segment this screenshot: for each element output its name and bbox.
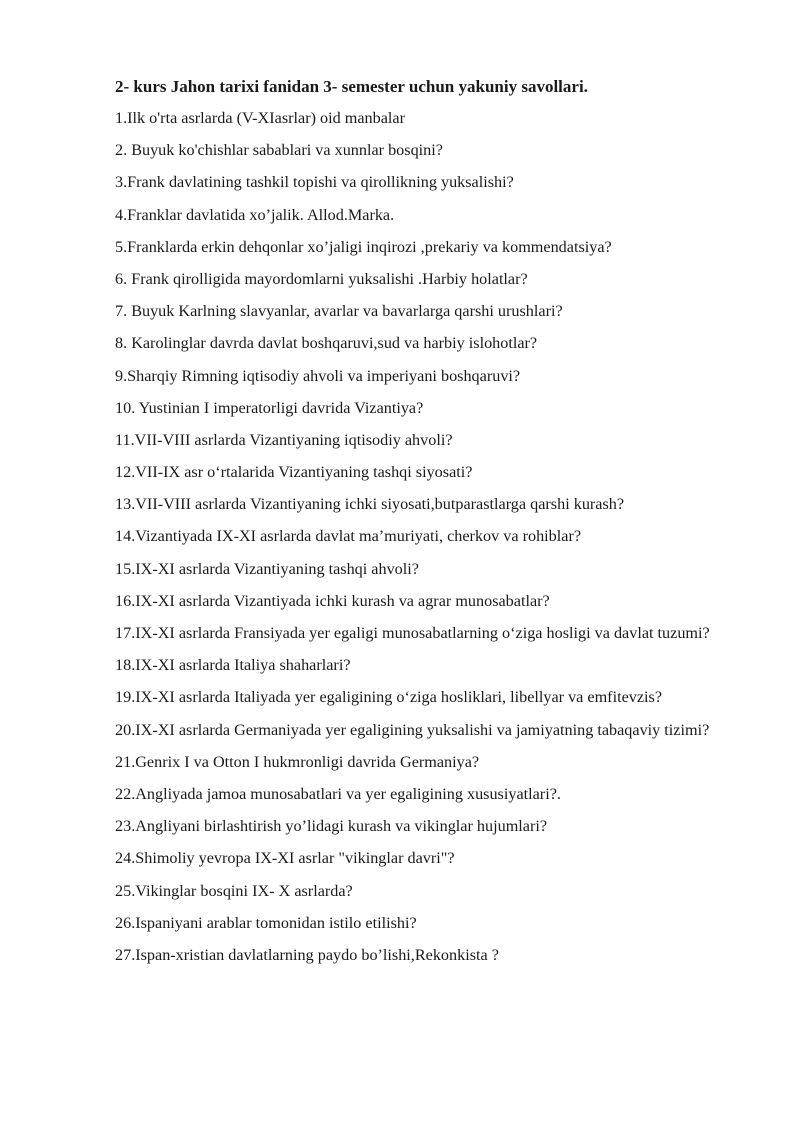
question-item: 23.Angliyani birlashtirish yo’lidagi kurash va vikinglar hujumlari? (115, 817, 548, 836)
question-item: 9.Sharqiy Rimning iqtisodiy ahvoli va imperiyani boshqaruvi? (115, 366, 521, 385)
question-item: 16.IX-XI asrlarda Vizantiyada ichki kurash va agrar munosabatlar? (115, 591, 550, 610)
question-item: 14.Vizantiyada IX-XI asrlarda davlat ma’muriyati, cherkov va rohiblar? (115, 527, 582, 546)
question-item: 2. Buyuk ko'chishlar sabablari va xunnlar bosqini? (115, 141, 443, 160)
question-item: 5.Franklarda erkin dehqonlar xo’jaligi inqirozi ,prekariy va kommendatsiya? (115, 237, 612, 256)
question-item: 20.IX-XI asrlarda Germaniyada yer egaligining yuksalishi va jamiyatning tabaqaviy tizimi? (115, 720, 710, 739)
document-title: 2- kurs Jahon tarixi fanidan 3- semester uchun yakuniy savollari. (115, 77, 588, 96)
question-item: 13.VII-VIII asrlarda Vizantiyaning ichki siyosati,butparastlarga qarshi kurash? (115, 495, 625, 514)
question-item: 24.Shimoliy yevropa IX-XI asrlar "vikinglar davri"? (115, 849, 455, 868)
question-item: 21.Genrix I va Otton I hukmronligi davrida Germaniya? (115, 752, 480, 771)
question-item: 15.IX-XI asrlarda Vizantiyaning tashqi ahvoli? (115, 559, 419, 578)
question-item: 19.IX-XI asrlarda Italiyada yer egaligining o‘ziga hosliklari, libellyar va emfitevzis? (115, 688, 663, 707)
question-item: 6. Frank qirolligida mayordomlarni yuksalishi .Harbiy holatlar? (115, 269, 528, 288)
question-item: 10. Yustinian I imperatorligi davrida Vizantiya? (115, 398, 424, 417)
question-list (115, 108, 743, 965)
question-item: 26.Ispaniyani arablar tomonidan istilo etilishi? (115, 913, 417, 932)
question-item: 11.VII-VIII asrlarda Vizantiyaning iqtisodiy ahvoli? (115, 430, 453, 449)
document-page (115, 76, 743, 977)
question-item: 25.Vikinglar bosqini IX- X asrlarda? (115, 881, 353, 900)
question-item: 7. Buyuk Karlning slavyanlar, avarlar va bavarlarga qarshi urushlari? (115, 302, 563, 321)
question-item: 18.IX-XI asrlarda Italiya shaharlari? (115, 656, 351, 675)
question-item: 8. Karolinglar davrda davlat boshqaruvi,sud va harbiy islohotlar? (115, 334, 538, 353)
question-item: 22.Angliyada jamoa munosabatlari va yer egaligining xususiyatlari?. (115, 784, 561, 803)
question-item: 27.Ispan-xristian davlatlarning paydo bo’lishi,Rekonkista ? (115, 945, 499, 964)
question-item: 17.IX-XI asrlarda Fransiyada yer egaligi munosabatlarning o‘ziga hosligi va davlat tuzumi? (115, 624, 710, 642)
question-item: 12.VII-IX asr o‘rtalarida Vizantiyaning tashqi siyosati? (115, 463, 473, 482)
question-item: 4.Franklar davlatida xo’jalik. Allod.Marka. (115, 205, 395, 224)
question-item: 3.Frank davlatining tashkil topishi va qirollikning yuksalishi? (115, 173, 514, 192)
question-item: 1.Ilk o'rta asrlarda (V-XIasrlar) oid manbalar (115, 109, 405, 127)
